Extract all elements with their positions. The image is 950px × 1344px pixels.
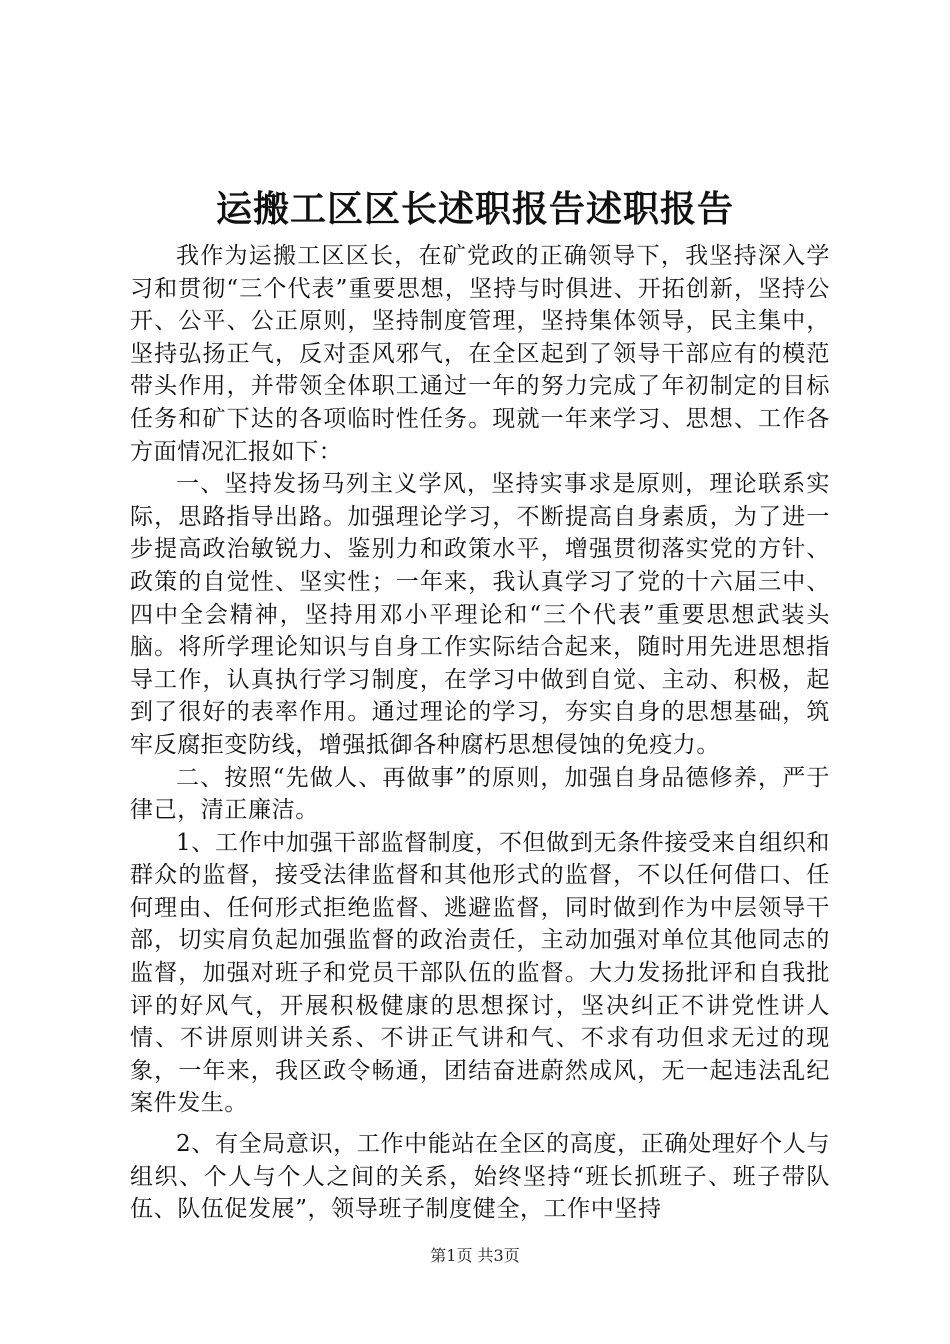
paragraph-item-1: 1、工作中加强干部监督制度，不但做到无条件接受来自组织和群众的监督，接受法律监督和其他形式的监督，不以任何借口、任何理由、任何形式拒绝监督、逃避监督，同时做到作为中层领导干部，切实肩负起加强监督的政治责任，主动加强对单位其他同志的监督，加强对班子和党员干部队伍的监督。大力发扬批评和自我批评的好风气，开展积极健康的思想探讨，坚决纠正不讲党性讲人情、不讲原则讲关系、不讲正气讲和气、不求有功但求无过的现象，一年来，我区政令畅通，团结奋进蔚然成风，无一起违法乱纪案件发生。 <box>130 829 830 1117</box>
paragraph-item-2: 2、有全局意识，工作中能站在全区的高度，正确处理好个人与组织、个人与个人之间的关系，始终坚持“班长抓班子、班子带队伍、队伍促发展”，领导班子制度健全，工作中坚持 <box>130 1131 830 1223</box>
document-body <box>130 240 830 1226</box>
document-title: 运搬工区区长述职报告述职报告 <box>215 188 734 230</box>
paragraph-section-2: 二、按照“先做人、再做事”的原则，加强自身品德修养，严于律己，清正廉洁。 <box>130 764 830 824</box>
paragraph-intro: 我作为运搬工区区长，在矿党政的正确领导下，我坚持深入学习和贯彻“三个代表”重要思想，坚持与时俱进、开拓创新，坚持公开、公平、公正原则，坚持制度管理，坚持集体领导，民主集中，坚持弘扬正气，反对歪风邪气，在全区起到了领导干部应有的模范带头作用，并带领全体职工通过一年的努力完成了年初制定的目标任务和矿下达的各项临时性任务。现就一年来学习、思想、工作各方面情况汇报如下： <box>130 243 830 465</box>
paragraph-section-1: 一、坚持发扬马列主义学风，坚持实事求是原则，理论联系实际，思路指导出路。加强理论学习，不断提高自身素质，为了进一步提高政治敏锐力、鉴别力和政策水平，增强贯彻落实党的方针、政策的自觉性、坚实性；一年来，我认真学习了党的十六届三中、四中全会精神，坚持用邓小平理论和“三个代表”重要思想武装头脑。将所学理论知识与自身工作实际结合起来，随时用先进思想指导工作，认真执行学习制度，在学习中做到自觉、主动、积极，起到了很好的表率作用。通过理论的学习，夯实自身的思想基础，筑牢反腐拒变防线，增强抵御各种腐朽思想侵蚀的免疫力。 <box>130 471 830 758</box>
page-footer: 第1页 共3页 <box>430 1246 520 1265</box>
